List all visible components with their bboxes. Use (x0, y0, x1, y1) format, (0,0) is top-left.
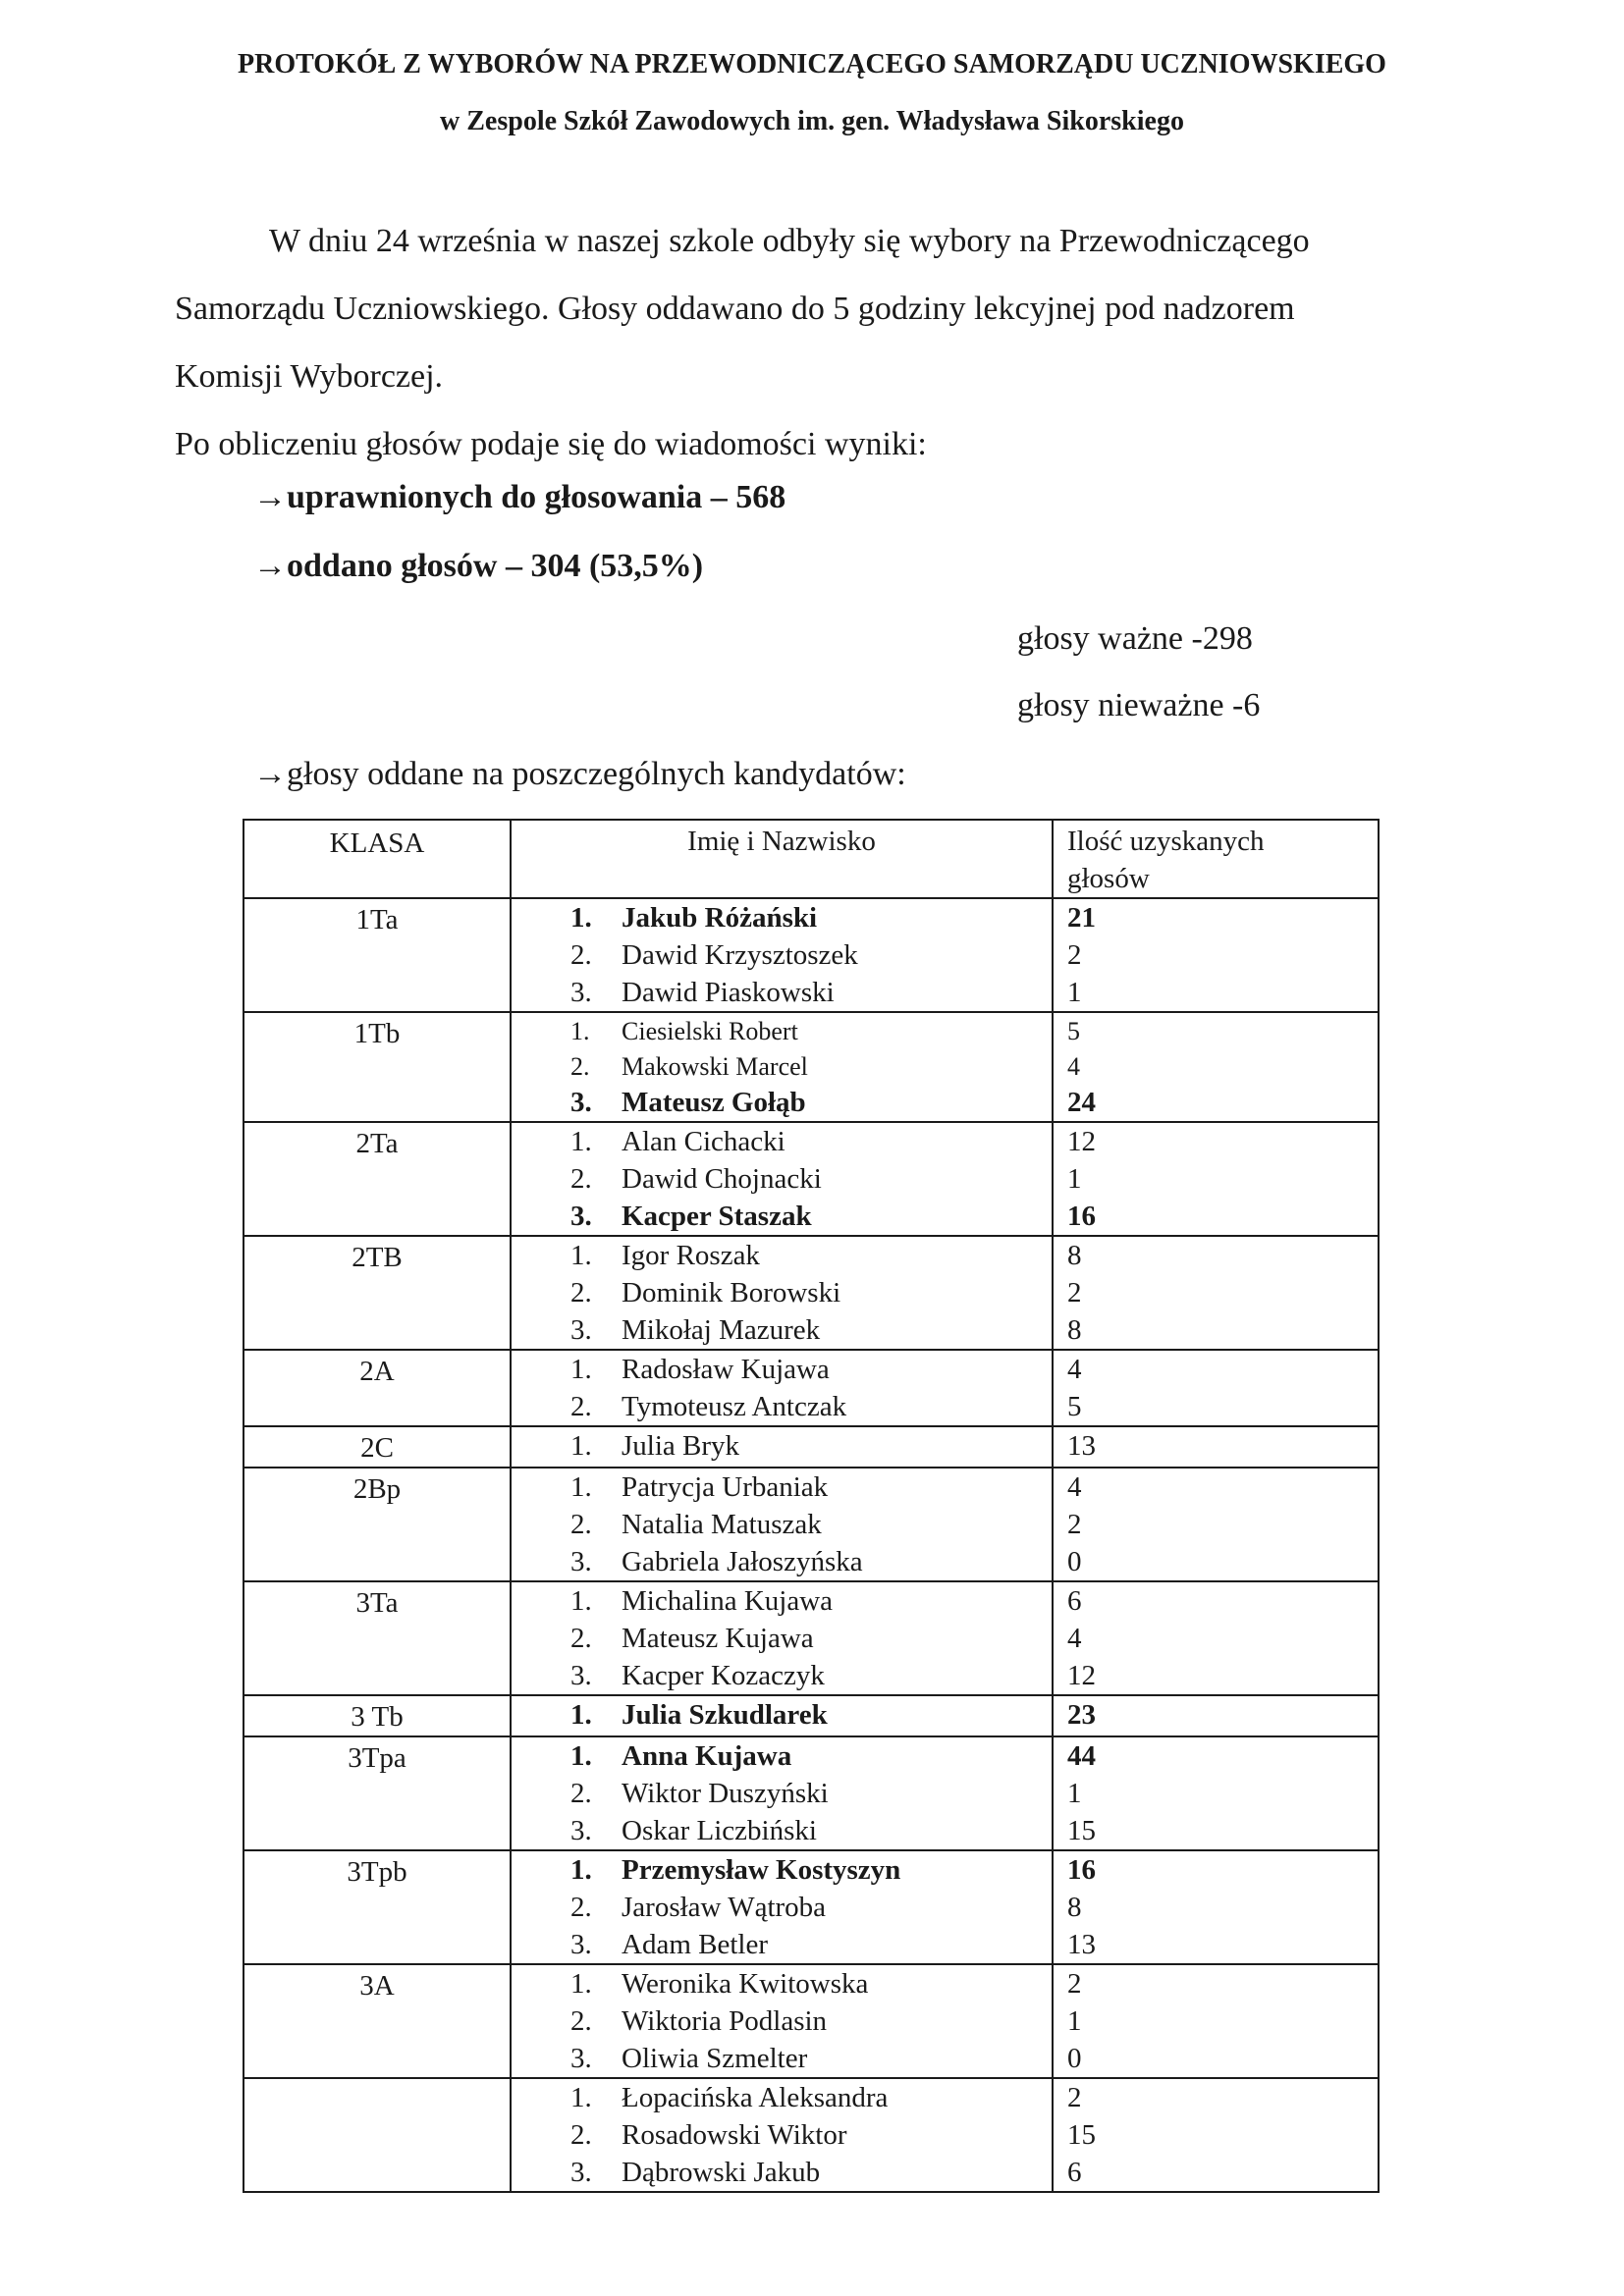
candidate-number: 3. (570, 1201, 592, 1232)
candidate-number: 3. (570, 1929, 592, 1960)
header-name: Imię i Nazwisko (511, 820, 1053, 898)
candidates-cell (511, 1964, 1053, 2078)
candidate-item (570, 1737, 1052, 1775)
candidate-number: 3. (570, 1314, 592, 1346)
votes-cell (1053, 1012, 1379, 1122)
votes-cell (1053, 2078, 1379, 2192)
candidate-number: 3. (570, 1546, 592, 1577)
votes-cell (1053, 1236, 1379, 1350)
candidate-number: 1. (570, 1126, 592, 1157)
candidate-votes: 1 (1067, 2005, 1082, 2037)
candidate-list (512, 2079, 1052, 2191)
candidates-cell (511, 1850, 1053, 1964)
candidate-item (570, 1274, 1052, 1311)
candidate-number: 1. (570, 1854, 592, 1886)
candidate-name: Natalia Matuszak (622, 1509, 822, 1540)
table-row (244, 1012, 1379, 1122)
candidate-number: 2. (570, 1163, 592, 1195)
candidate-number: 1. (570, 1430, 592, 1462)
candidates-cell (511, 1012, 1053, 1122)
class-cell: 2A (244, 1350, 511, 1426)
candidate-number: 1. (570, 1740, 592, 1772)
table-row (244, 1350, 1379, 1426)
candidate-votes: 8 (1067, 1314, 1082, 1346)
candidate-item (570, 1812, 1052, 1849)
candidate-number: 1. (570, 1471, 592, 1503)
table-row (244, 1122, 1379, 1236)
class-cell: 1Tb (244, 1012, 511, 1122)
candidate-name: Kacper Staszak (622, 1201, 812, 1232)
candidate-votes: 4 (1067, 1623, 1082, 1654)
candidate-item (570, 899, 1052, 936)
class-cell: 3Tpb (244, 1850, 511, 1964)
candidate-name: Dawid Krzysztoszek (622, 939, 858, 971)
table-row (244, 2078, 1379, 2192)
candidate-name: Anna Kujawa (622, 1740, 792, 1772)
class-cell: 1Ta (244, 898, 511, 1012)
intro-line-4: Po obliczeniu głosów podaje się do wiadomości wyniki: (175, 426, 927, 462)
class-cell: 3Ta (244, 1581, 511, 1695)
candidate-item (570, 1084, 1052, 1121)
candidate-name: Dawid Piaskowski (622, 977, 835, 1008)
candidate-name: Weronika Kwitowska (622, 1968, 869, 2000)
candidate-item (570, 1620, 1052, 1657)
candidate-number: 1. (570, 1240, 592, 1271)
table-row (244, 1236, 1379, 1350)
candidate-name: Jarosław Wątroba (622, 1892, 827, 1923)
class-cell: 3 Tb (244, 1695, 511, 1736)
candidate-votes: 2 (1067, 1509, 1082, 1540)
candidate-number: 2. (570, 2119, 592, 2151)
candidate-name: Przemysław Kostyszyn (622, 1854, 901, 1886)
candidate-votes: 8 (1067, 1240, 1082, 1271)
candidate-number: 1. (570, 1585, 592, 1617)
candidate-votes: 4 (1067, 1354, 1082, 1385)
table-row (244, 1736, 1379, 1850)
candidate-name: Jakub Różański (622, 902, 818, 934)
candidate-name: Radosław Kujawa (622, 1354, 830, 1385)
candidates-cell (511, 1695, 1053, 1736)
table-header-row (244, 820, 1379, 898)
invalid-votes: głosy nieważne -6 (1017, 687, 1261, 723)
votes-cell (1053, 1964, 1379, 2078)
candidate-list (512, 1965, 1052, 2077)
candidate-votes: 2 (1067, 1277, 1082, 1308)
candidate-list (512, 1737, 1052, 1849)
candidate-votes: 4 (1067, 1471, 1082, 1503)
candidate-list (512, 899, 1052, 1011)
candidate-votes: 12 (1067, 1126, 1096, 1157)
candidate-item (570, 1657, 1052, 1694)
candidate-item (570, 1237, 1052, 1274)
candidate-name: Michalina Kujawa (622, 1585, 834, 1617)
candidate-item (570, 1926, 1052, 1963)
votes-cell (1053, 1695, 1379, 1736)
table-row (244, 1695, 1379, 1736)
table-row (244, 1850, 1379, 1964)
candidate-name: Alan Cichacki (622, 1126, 785, 1157)
candidate-list (512, 1696, 1052, 1734)
candidate-item (570, 1543, 1052, 1580)
candidate-item (570, 1160, 1052, 1198)
candidate-name: Gabriela Jałoszyńska (622, 1546, 863, 1577)
table-row (244, 1964, 1379, 2078)
candidate-number: 2. (570, 2005, 592, 2037)
candidate-number: 3. (570, 1815, 592, 1846)
candidate-number: 2. (570, 939, 592, 971)
candidate-votes: 5 (1067, 1017, 1080, 1045)
candidate-votes: 0 (1067, 2043, 1082, 2074)
candidate-name: Kacper Kozaczyk (622, 1660, 825, 1691)
candidates-cell (511, 1122, 1053, 1236)
candidate-votes: 2 (1067, 939, 1082, 971)
table-row (244, 1426, 1379, 1468)
per-candidate-heading: →głosy oddane na poszczególnych kandydatów: (253, 756, 906, 792)
candidates-cell (511, 1426, 1053, 1468)
table-row (244, 1468, 1379, 1581)
votes-cell (1053, 1581, 1379, 1695)
class-cell: 3Tpa (244, 1736, 511, 1850)
intro-line-1: W dniu 24 września w naszej szkole odbyły się wybory na Przewodniczącego (269, 223, 1310, 259)
candidate-name: Dominik Borowski (622, 1277, 841, 1308)
class-cell: 2Ta (244, 1122, 511, 1236)
document-title: PROTOKÓŁ Z WYBORÓW NA PRZEWODNICZĄCEGO SAMORZĄDU UCZNIOWSKIEGO (238, 49, 1386, 80)
class-cell: 2Bp (244, 1468, 511, 1581)
candidate-name: Ciesielski Robert (622, 1017, 798, 1045)
candidate-number: 2. (570, 1052, 590, 1081)
candidates-cell (511, 1736, 1053, 1850)
candidate-item (570, 2079, 1052, 2116)
candidate-item (570, 1582, 1052, 1620)
candidate-item (570, 2002, 1052, 2040)
candidate-votes: 24 (1067, 1087, 1096, 1118)
table-row (244, 1581, 1379, 1695)
class-cell: 2TB (244, 1236, 511, 1350)
candidate-item (570, 2154, 1052, 2191)
candidate-item (570, 1965, 1052, 2002)
intro-line-3: Komisji Wyborczej. (175, 358, 444, 395)
candidate-number: 3. (570, 2043, 592, 2074)
candidate-name: Igor Roszak (622, 1240, 760, 1271)
class-cell (244, 2078, 511, 2192)
candidate-item (570, 1775, 1052, 1812)
candidate-name: Tymoteusz Antczak (622, 1391, 847, 1422)
candidate-list (512, 1013, 1052, 1121)
candidate-name: Oliwia Szmelter (622, 2043, 808, 2074)
candidate-number: 1. (570, 1017, 590, 1045)
candidate-number: 2. (570, 1277, 592, 1308)
votes-cell (1053, 1736, 1379, 1850)
candidate-number: 1. (570, 1699, 592, 1731)
candidate-number: 3. (570, 1660, 592, 1691)
candidates-cell (511, 1581, 1053, 1695)
votes-cast: →oddano głosów – 304 (53,5%) (253, 548, 704, 584)
candidate-votes: 6 (1067, 2157, 1082, 2188)
candidate-number: 2. (570, 1623, 592, 1654)
candidate-item (570, 1198, 1052, 1235)
candidates-cell (511, 898, 1053, 1012)
candidate-name: Mikołaj Mazurek (622, 1314, 821, 1346)
candidate-list (512, 1237, 1052, 1349)
candidate-item (570, 1696, 1052, 1734)
candidate-votes: 1 (1067, 977, 1082, 1008)
candidate-number: 3. (570, 1087, 592, 1118)
candidate-number: 1. (570, 1354, 592, 1385)
intro-line-2: Samorządu Uczniowskiego. Głosy oddawano do 5 godziny lekcyjnej pod nadzorem (175, 291, 1295, 327)
candidate-name: Patrycja Urbaniak (622, 1471, 829, 1503)
candidate-item (570, 1351, 1052, 1388)
candidate-votes: 44 (1067, 1740, 1096, 1772)
candidate-list (512, 1851, 1052, 1963)
candidate-name: Julia Bryk (622, 1430, 740, 1462)
candidate-votes: 5 (1067, 1391, 1082, 1422)
candidate-list (512, 1468, 1052, 1580)
class-cell: 3A (244, 1964, 511, 2078)
candidate-item (570, 1851, 1052, 1889)
candidate-number: 3. (570, 2157, 592, 2188)
class-cell: 2C (244, 1426, 511, 1468)
candidate-votes: 1 (1067, 1778, 1082, 1809)
votes-cell (1053, 1468, 1379, 1581)
candidate-list (512, 1582, 1052, 1694)
candidate-votes: 1 (1067, 1163, 1082, 1195)
candidates-cell (511, 2078, 1053, 2192)
votes-cell (1053, 898, 1379, 1012)
candidate-number: 2. (570, 1778, 592, 1809)
candidate-votes: 2 (1067, 1968, 1082, 2000)
candidate-number: 1. (570, 2082, 592, 2113)
candidate-item (570, 2040, 1052, 2077)
candidate-name: Łopacińska Aleksandra (622, 2082, 889, 2113)
candidate-votes: 0 (1067, 1546, 1082, 1577)
candidate-number: 3. (570, 977, 592, 1008)
candidates-cell (511, 1468, 1053, 1581)
candidate-name: Oskar Liczbiński (622, 1815, 817, 1846)
header-votes: Ilość uzyskanych głosów (1053, 820, 1379, 898)
candidate-item (570, 1048, 1052, 1084)
candidate-name: Adam Betler (622, 1929, 768, 1960)
candidate-votes: 16 (1067, 1201, 1096, 1232)
candidate-item (570, 1311, 1052, 1349)
table-row (244, 898, 1379, 1012)
candidate-votes: 23 (1067, 1699, 1096, 1731)
candidate-number: 2. (570, 1391, 592, 1422)
header-klasa: KLASA (244, 820, 511, 898)
valid-votes: głosy ważne -298 (1017, 620, 1253, 657)
candidate-list (512, 1123, 1052, 1235)
candidate-votes: 15 (1067, 2119, 1096, 2151)
candidate-name: Wiktoria Podlasin (622, 2005, 828, 2037)
candidate-item (570, 1388, 1052, 1425)
candidates-cell (511, 1350, 1053, 1426)
votes-cell (1053, 1426, 1379, 1468)
candidate-votes: 6 (1067, 1585, 1082, 1617)
candidate-item (570, 1427, 1052, 1465)
candidate-item (570, 1889, 1052, 1926)
intro-paragraph (175, 207, 1451, 478)
candidate-item (570, 1013, 1052, 1048)
candidate-item (570, 936, 1052, 974)
document-subtitle: w Zespole Szkół Zawodowych im. gen. Władysława Sikorskiego (440, 106, 1184, 136)
votes-cell (1053, 1122, 1379, 1236)
candidate-votes: 16 (1067, 1854, 1096, 1886)
candidate-votes: 12 (1067, 1660, 1096, 1691)
candidate-name: Makowski Marcel (622, 1052, 808, 1081)
candidate-name: Wiktor Duszyński (622, 1778, 829, 1809)
candidate-votes: 21 (1067, 902, 1096, 934)
candidate-number: 1. (570, 902, 592, 934)
candidate-name: Dawid Chojnacki (622, 1163, 822, 1195)
candidate-name: Dąbrowski Jakub (622, 2157, 821, 2188)
votes-cell (1053, 1850, 1379, 1964)
candidate-votes: 4 (1067, 1052, 1080, 1081)
candidate-votes: 13 (1067, 1430, 1096, 1462)
candidate-votes: 2 (1067, 2082, 1082, 2113)
candidate-item (570, 974, 1052, 1011)
candidate-item (570, 1468, 1052, 1506)
candidate-item (570, 2116, 1052, 2154)
candidate-list (512, 1427, 1052, 1465)
votes-cell (1053, 1350, 1379, 1426)
candidate-item (570, 1123, 1052, 1160)
candidate-name: Mateusz Kujawa (622, 1623, 814, 1654)
candidate-name: Julia Szkudlarek (622, 1699, 828, 1731)
candidates-cell (511, 1236, 1053, 1350)
candidate-votes: 15 (1067, 1815, 1096, 1846)
candidate-number: 2. (570, 1892, 592, 1923)
candidate-item (570, 1506, 1052, 1543)
eligible-voters: →uprawnionych do głosowania – 568 (253, 479, 786, 515)
candidate-name: Mateusz Gołąb (622, 1087, 806, 1118)
candidate-number: 1. (570, 1968, 592, 2000)
candidate-list (512, 1351, 1052, 1425)
candidate-votes: 8 (1067, 1892, 1082, 1923)
candidate-votes: 13 (1067, 1929, 1096, 1960)
candidate-number: 2. (570, 1509, 592, 1540)
candidate-name: Rosadowski Wiktor (622, 2119, 847, 2151)
results-table (243, 819, 1380, 2193)
